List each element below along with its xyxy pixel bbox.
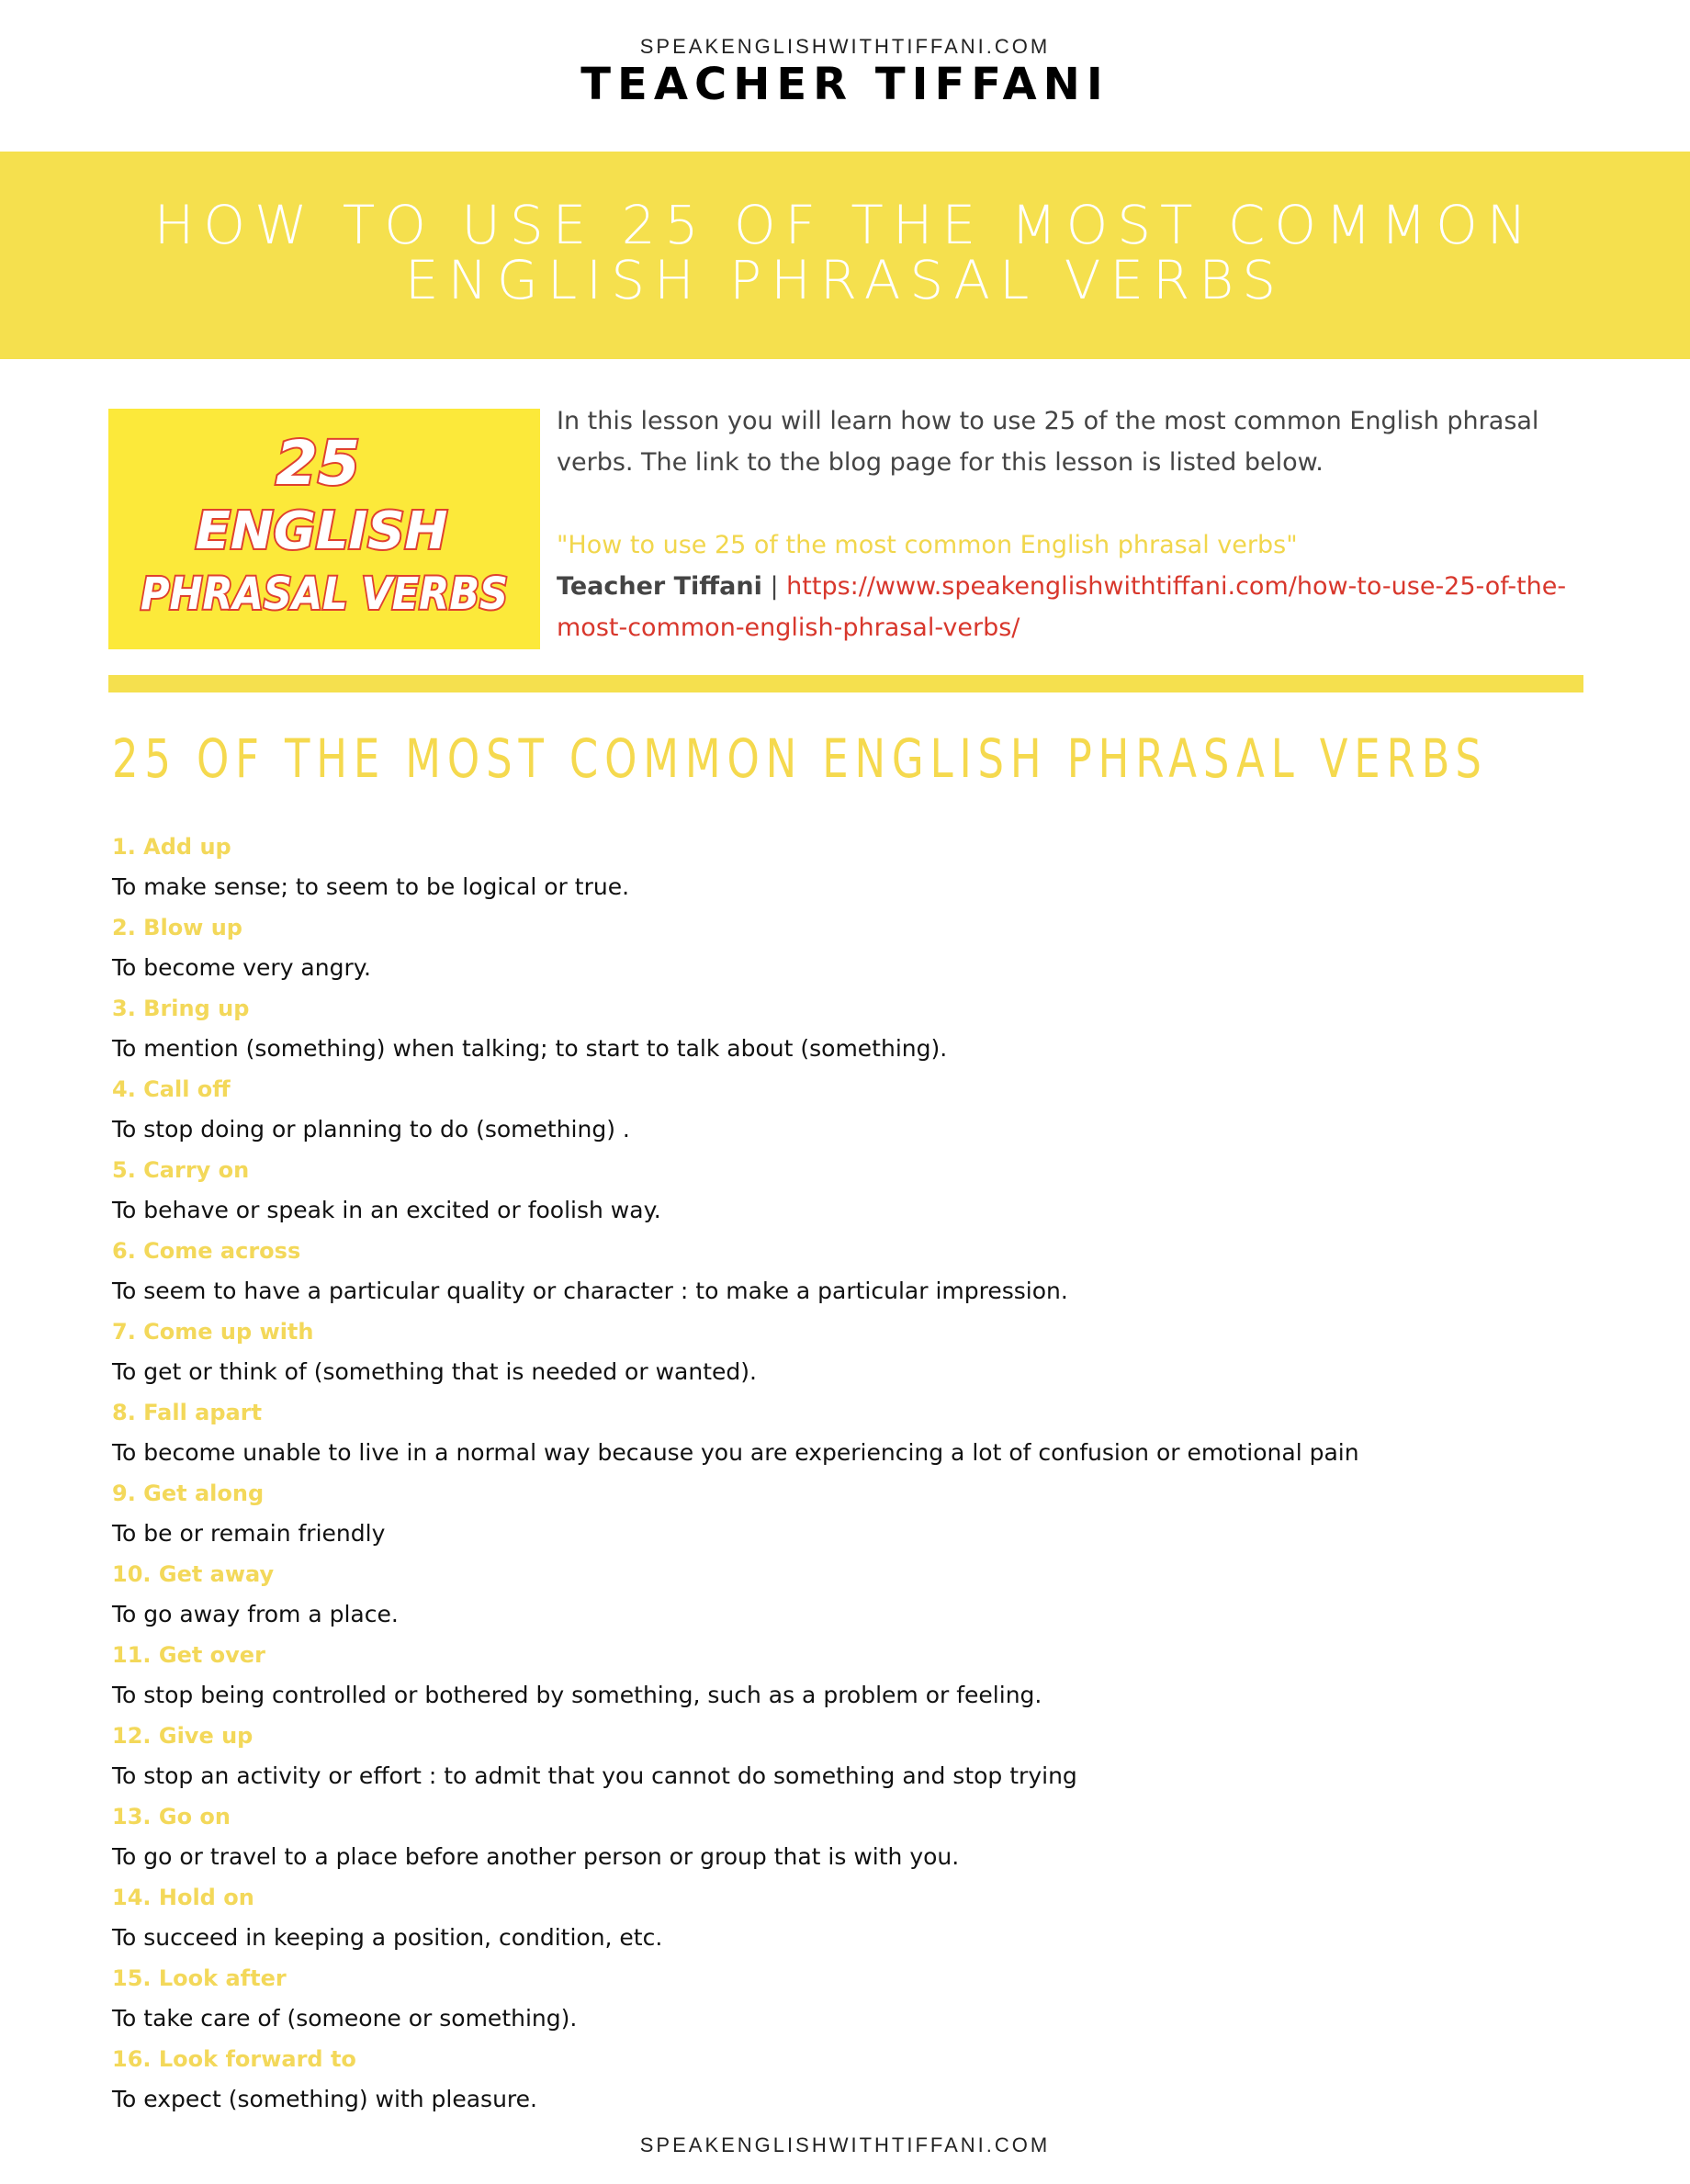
site-name-header: SPEAKENGLISHWITHTIFFANI.COM bbox=[639, 35, 1051, 58]
verb-term: 16. Look forward to bbox=[112, 2046, 356, 2072]
author-name: Teacher Tiffani bbox=[557, 572, 762, 601]
verb-definition: To be or remain friendly bbox=[112, 1520, 386, 1547]
verb-definition: To go away from a place. bbox=[112, 1601, 399, 1627]
intro-text: In this lesson you will learn how to use 25 of the most common English phrasal verbs. The link to the blog page for this lesson is listed below. bbox=[557, 407, 1539, 477]
verb-definition: To stop being controlled or bothered by something, such as a problem or feeling. bbox=[112, 1682, 1042, 1708]
verb-term: 4. Call off bbox=[112, 1076, 231, 1102]
verb-term: 15. Look after bbox=[112, 1965, 287, 1991]
site-name-footer: SPEAKENGLISHWITHTIFFANI.COM bbox=[639, 2133, 1051, 2156]
verb-item bbox=[112, 1069, 1618, 1150]
verb-term: 9. Get along bbox=[112, 1480, 265, 1506]
verb-term: 14. Hold on bbox=[112, 1885, 254, 1910]
brand-title: TEACHER TIFFANI bbox=[580, 59, 1110, 110]
verb-term: 13. Go on bbox=[112, 1804, 231, 1829]
verb-term: 3. Bring up bbox=[112, 996, 250, 1021]
blog-link[interactable]: https://www.speakenglishwithtiffani.com/how-to-use-25-of-the-most-common-english-phrasal-verbs/ bbox=[557, 572, 1567, 642]
verb-definition: To expect (something) with pleasure. bbox=[112, 2086, 537, 2112]
verb-item bbox=[112, 1958, 1618, 2039]
verb-definition: To succeed in keeping a position, condition, etc. bbox=[112, 1924, 663, 1951]
verb-item bbox=[112, 827, 1618, 907]
verb-definition: To make sense; to seem to be logical or true. bbox=[112, 873, 630, 900]
verb-term: 10. Get away bbox=[112, 1561, 275, 1587]
verb-definition: To become very angry. bbox=[112, 954, 371, 981]
thumbnail-line-2: ENGLISH bbox=[195, 501, 448, 561]
verb-definition: To go or travel to a place before another person or group that is with you. bbox=[112, 1843, 960, 1870]
verb-term: 6. Come across bbox=[112, 1238, 301, 1264]
thumbnail-line-3: PHRASAL VERBS bbox=[141, 569, 508, 620]
verb-definition: To mention (something) when talking; to start to talk about (something). bbox=[112, 1035, 948, 1062]
page-title-line-2: ENGLISH PHRASAL VERBS bbox=[404, 249, 1286, 311]
intro-block bbox=[557, 400, 1604, 648]
verb-term: 12. Give up bbox=[112, 1723, 254, 1749]
verb-definition: To get or think of (something that is needed or wanted). bbox=[112, 1358, 757, 1385]
verb-term: 1. Add up bbox=[112, 834, 231, 860]
verb-item bbox=[112, 907, 1618, 988]
verb-definition: To stop doing or planning to do (something) . bbox=[112, 1116, 630, 1143]
verb-item bbox=[112, 1392, 1618, 1473]
verb-definition: To become unable to live in a normal way because you are experiencing a lot of confusion or emotional pain bbox=[112, 1439, 1359, 1466]
phrasal-verb-list bbox=[112, 827, 1618, 2120]
blog-title: "How to use 25 of the most common English phrasal verbs" bbox=[557, 531, 1298, 559]
verb-item bbox=[112, 988, 1618, 1069]
verb-item bbox=[112, 1473, 1618, 1554]
blog-reference bbox=[557, 566, 1604, 648]
verb-term: 8. Fall apart bbox=[112, 1400, 263, 1425]
lesson-thumbnail-image bbox=[108, 409, 540, 649]
divider-bar bbox=[108, 675, 1583, 692]
separator: | bbox=[770, 572, 779, 601]
verb-item bbox=[112, 1635, 1618, 1716]
verb-definition: To seem to have a particular quality or character : to make a particular impression. bbox=[112, 1278, 1068, 1304]
verb-term: 7. Come up with bbox=[112, 1319, 314, 1345]
verb-definition: To behave or speak in an excited or foolish way. bbox=[112, 1197, 661, 1223]
thumbnail-graphic bbox=[108, 409, 540, 649]
verb-term: 2. Blow up bbox=[112, 915, 242, 940]
verb-item bbox=[112, 2039, 1618, 2120]
verb-item bbox=[112, 1716, 1618, 1796]
verb-item bbox=[112, 1796, 1618, 1877]
verb-term: 5. Carry on bbox=[112, 1157, 250, 1183]
verb-item bbox=[112, 1554, 1618, 1635]
verb-item bbox=[112, 1877, 1618, 1958]
verb-item bbox=[112, 1231, 1618, 1312]
verb-item bbox=[112, 1150, 1618, 1231]
thumbnail-line-1: 25 bbox=[276, 428, 360, 499]
page-title-line-1: HOW TO USE 25 OF THE MOST COMMON bbox=[153, 194, 1537, 256]
page-title bbox=[0, 194, 1690, 311]
title-banner bbox=[0, 152, 1690, 359]
verb-item bbox=[112, 1312, 1618, 1392]
verb-definition: To stop an activity or effort : to admit that you cannot do something and stop trying bbox=[112, 1762, 1077, 1789]
section-heading: 25 OF THE MOST COMMON ENGLISH PHRASAL VERBS bbox=[112, 727, 1488, 790]
verb-definition: To take care of (someone or something). bbox=[112, 2005, 578, 2032]
verb-term: 11. Get over bbox=[112, 1642, 265, 1668]
